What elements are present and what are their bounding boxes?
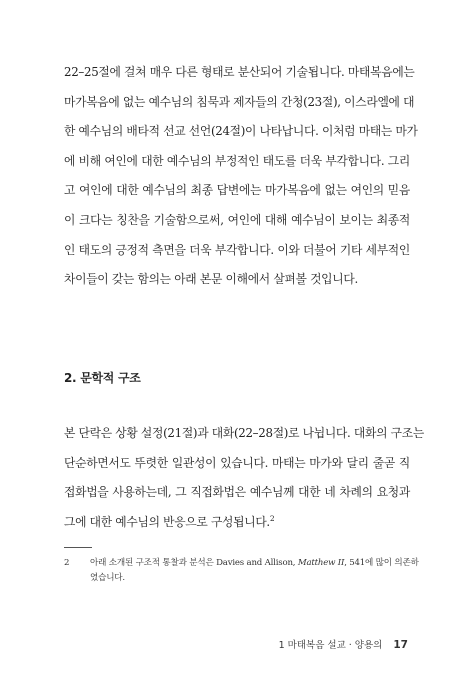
footnote-marker[interactable]: 2 [269, 513, 275, 523]
paragraph-line-text: 그에 대한 예수님의 반응으로 구성됩니다. [64, 514, 270, 529]
paragraph-line: 본 단락은 상황 설정(21절)과 대화(22–28절)로 나뉩니다. 대화의 구조는 [64, 426, 424, 440]
paragraph-line: 이 크다는 칭찬을 기술함으로써, 여인에 대해 예수님이 보이는 최종적 [64, 212, 410, 227]
footnote-line: 였습니다. [90, 573, 125, 583]
paragraph-line: 한 예수님의 배타적 선교 선언(24절)이 나타납니다. 이처럼 마태는 마가 [64, 124, 418, 139]
paragraph-line [64, 508, 410, 538]
footnote-text [90, 556, 419, 586]
page-number: 17 [393, 639, 408, 651]
running-head: 1 마태복음 설교 · 양용의 [278, 640, 383, 651]
footnote-text-after: , 541에 많이 의존하 [344, 558, 419, 568]
body-paragraph-1 [64, 58, 418, 295]
paragraph-line: 단순하면서도 뚜렷한 일관성이 있습니다. 마태는 마가와 달리 줄곧 직 [64, 455, 410, 470]
paragraph-line: 차이들이 갖는 함의는 아래 본문 이해에서 살펴볼 것입니다. [64, 272, 358, 287]
body-paragraph-2 [64, 419, 424, 537]
paragraph-line: 인 태도의 긍정적 측면을 더욱 부각합니다. 이와 더불어 기타 세부적인 [64, 242, 410, 257]
section-title: 문학적 구조 [80, 371, 141, 385]
section-number: 2. [64, 371, 77, 385]
section-heading [64, 369, 141, 386]
paragraph-line: 22–25절에 걸쳐 매우 다른 형태로 분산되어 기술됩니다. 마태복음에는 [64, 65, 415, 79]
footnote-book-title: Matthew II [297, 558, 345, 568]
footnote-number: 2 [64, 558, 70, 568]
paragraph-line: 고 여인에 대한 예수님의 최종 답변에는 마가복음에 없는 여인의 믿음 [64, 183, 410, 198]
footnote-divider [64, 547, 92, 548]
paragraph-line: 접화법을 사용하는데, 그 직접화법은 예수님께 대한 네 차례의 요청과 [64, 485, 410, 500]
paragraph-line: 에 비해 여인에 대한 예수님의 부정적인 태도를 더욱 부각합니다. 그리 [64, 153, 410, 168]
paragraph-line: 마가복음에 없는 예수님의 침묵과 제자들의 간청(23절), 이스라엘에 대 [64, 94, 415, 109]
footnote-line [90, 556, 419, 571]
page-footer [279, 637, 408, 651]
footnote-text-before: 아래 소개된 구조적 통찰과 분석은 Davies and Allison, [90, 558, 298, 568]
